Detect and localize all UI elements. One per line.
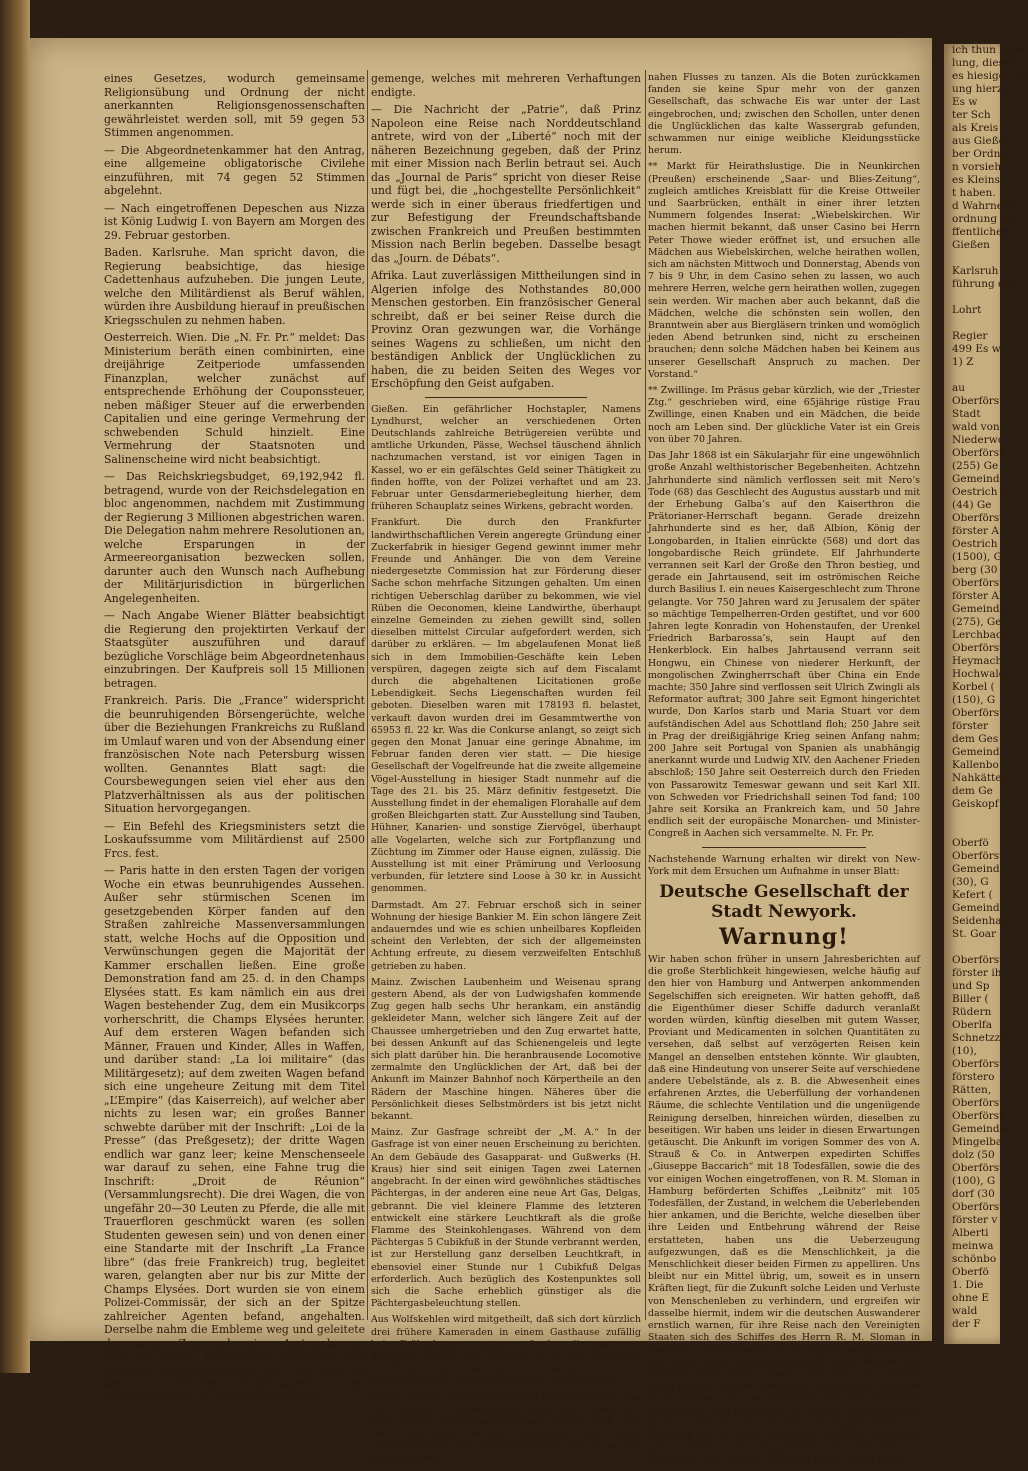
- adjacent-page-line: (1500), G: [952, 551, 1002, 563]
- adjacent-page-line: Stadt: [952, 408, 981, 420]
- adjacent-page-line: lung, dieselb: [952, 57, 1021, 69]
- article-paragraph: Aus Wolfskehlen wird mitgetheilt, daß sich dort kürzlich drei frühere Kameraden in einem Gasthause zufällig beim Frühschoppen zusammen fanden, die zusammen 255 Jahre zählten. Der Aelteste ist 92, der Zweite 81, der Dritte 79 Jahre alt. Sie waren lustig und heiterer Dinge. Möge sie Gott noch lange am Leben erhalten.: [371, 1314, 641, 1387]
- adjacent-page-line: Seidenhau: [952, 915, 1009, 927]
- article-paragraph: — Das Reichskriegsbudget, 69,192,942 fl. betragend, wurde von der Reichsdelegation en bloc angenommen, nachdem mit Zustimmung der Regierung 3 Millionen abgestrichen waren. Die Delegation nahm mehrere Resolutionen an, welche Ersparungen in der Armeereorganisation bezwecken sollen, darunter auch den Wunsch nach Aufhebung der Militärjurisdiction in bürgerlichen Angelegenheiten.: [104, 470, 365, 605]
- column-3: [648, 72, 920, 1471]
- column-rule-1: [367, 70, 368, 1320]
- adjacent-page-line: [944, 317, 1000, 330]
- adjacent-page-line: Es w: [952, 96, 978, 108]
- adjacent-page-line: Lohrt: [952, 304, 982, 316]
- article-paragraph: — Nach eingetroffenen Depeschen aus Nizza ist König Ludwig I. von Bayern am Morgen des 29. Februar gestorben.: [104, 201, 365, 242]
- article-paragraph: Baden. Karlsruhe. Man spricht davon, die Regierung beabsichtige, das hiesige Cadettenhaus aufzuheben. Die jungen Leute, welche den Militärdienst als Beruf wählen, würden ihre Ausbildung hierauf in preußischen Kriegsschulen zu nehmen haben.: [104, 246, 365, 327]
- adjacent-page-line: au: [952, 382, 966, 394]
- adjacent-page-line: Gemeinde: [952, 603, 1006, 615]
- adjacent-page-line: förster Al: [952, 590, 1003, 602]
- column-1: [104, 72, 365, 1408]
- adjacent-page-line: Oestrich (3: [952, 486, 1012, 498]
- article-paragraph: Wiener Blätter erzählen von einem großen Unglück, das sich unlängst in Siebenbürgen zugetragen haben soll. Eine lustige Hochzeitsgesellschaft näherte sich dem Dorfe und hatte, um sich anzumelden, zwei Reiter vorausgeschickt. Bis zu ihrer Rückkehr fing sie an, auf dem Eise eines: [371, 1391, 641, 1464]
- adjacent-page-line: Biller (: [952, 993, 989, 1005]
- column-2: [371, 72, 641, 1469]
- adjacent-page-line: ordnung de: [952, 213, 1014, 225]
- article-paragraph: Frankreich. Paris. Die „France“ widerspricht die beunruhigenden Börsengerüchte, welche über die Beziehungen Frankreichs zu Rußland im Umlauf waren und von der Absendung einer französischen Note nach Petersburg wissen wollten. Genanntes Blatt sagt: die Coursbewegungen seien viel eher aus den Platzverhältnissen als aus der politischen Situation hervorgegangen.: [104, 694, 365, 815]
- article-paragraph: Darmstadt. Am 27. Februar erschoß sich in seiner Wohnung der hiesige Bankier M. Ein schon längere Zeit andauerndes und wie es schien unheilbares Kopfleiden scheint den Verlebten, der sich der allgemeinsten Achtung erfreute, zu diesem verzweifelten Entschluß getrieben zu haben.: [371, 899, 641, 972]
- adjacent-page-line: ffentlichen: [952, 226, 1009, 238]
- adjacent-page-line: dolz (50: [952, 1149, 995, 1161]
- adjacent-page-line: Kallenbo: [952, 759, 999, 771]
- adjacent-page-line: Oberfö: [952, 1266, 989, 1278]
- section-divider: [425, 397, 587, 398]
- adjacent-page-line: Rüdern: [952, 1006, 992, 1018]
- adjacent-page-line: Oberfö: [952, 837, 989, 849]
- adjacent-page-line: Niederwo: [952, 434, 1005, 446]
- adjacent-page-line: (150), G: [952, 694, 996, 706]
- adjacent-page-line: förster ih: [952, 967, 1002, 979]
- adjacent-page-line: [944, 824, 1000, 837]
- adjacent-page-line: (100), G: [952, 1175, 996, 1187]
- article-paragraph: — Die Nachricht der „Patrie“, daß Prinz Napoleon eine Reise nach Norddeutschland antrete, wird von der „Liberté“ noch mit der näheren Bezeichnung gegeben, daß der Prinz mit einer Mission nach Berlin betraut sei. Auch das „Journal de Paris“ spricht von dieser Reise und fügt bei, die „hochgestellte Persönlichkeit“ werde sich in einer überaus friedfertigen und zur Befestigung der Freundschaftsbande zwischen Frankreich und Preußen bestimmten Mission nach Berlin begeben. Dasselbe besagt das „Journ. de Débats“.: [371, 103, 641, 265]
- adjacent-page-line: (10),: [952, 1045, 977, 1057]
- article-paragraph: ** Zwillinge. Im Präsus gebar kürzlich, wie der „Triester Ztg.“ geschrieben wird, eine 65jährige rüstige Frau Zwillinge, einen Knaben und ein Mädchen, die beide noch am Leben sind. Der glückliche Vater ist ein Greis von über 70 Jahren.: [648, 385, 920, 445]
- adjacent-page-line: (30), G: [952, 876, 989, 888]
- adjacent-page-line: Gießen: [952, 239, 990, 251]
- adjacent-page-line: [944, 291, 1000, 304]
- adjacent-page-line: Mingelba: [952, 1136, 1003, 1148]
- article-paragraph: nahen Flusses zu tanzen. Als die Boten zurückkamen fanden sie keine Spur mehr von der ganzen Gesellschaft, das schwache Eis war unter der Last eingebrochen, und; zwischen den Schollen, unter denen die Unglücklichen das kalte Wassergrab gefunden, schwammen nur einige weibliche Kleidungsstücke herum.: [648, 72, 920, 157]
- adjacent-page-line: förster: [952, 720, 989, 732]
- adjacent-page-line: förster v: [952, 1214, 998, 1226]
- adjacent-page-line: Nahkätten: [952, 772, 1009, 784]
- adjacent-page-line: förstero: [952, 1071, 995, 1083]
- warning-heading: Warnung!: [719, 924, 849, 950]
- adjacent-page-line: Oberförst: [952, 512, 1004, 524]
- adjacent-page-line: Alberti: [952, 1227, 989, 1239]
- adjacent-page-line: ohne E: [952, 1292, 990, 1304]
- adjacent-page-line: wald: [952, 1305, 978, 1317]
- article-paragraph: Frankfurt. Die durch den Frankfurter landwirthschaftlichen Verein angeregte Gründung einer Zuckerfabrik in hiesiger Gegend gewinnt immer mehr Freunde und Anhänger. Die von dem Vereine niedergesetzte Commission hat zur Förderung dieser Sache schon mehrfache Sitzungen gehalten. Um einen richtigen Ueberschlag darüber zu bekommen, wie viel Rüben die Oeconomen, kleine Landwirthe, überhaupt einzelne Gemeinden zu ziehen gewillt sind, sollen dieselben mittelst Circular aufgefordert werden, sich darüber zu erklären. — Im abgelaufenen Monat ließ sich in dem Immobilien-Geschäfte kein Leben verspüren, dagegen zeigte sich auf dem Fiscalamt durch die abgehaltenen Licitationen große Lebendigkeit. Sechs Liegenschaften wurden feil geboten. Dieselben waren mit 178193 fl. belastet, verkauft davon wurden drei im Gesammtwerthe von 65953 fl. 22 kr. Was die Conkurse anlangt, so zeigt sich gegen den Monat Januar eine geringe Abnahme, im Februar fanden deren vier statt. — Die hiesige Gesellschaft der Vogelfreunde hat die zweite allgemeine Vögel-Ausstellung in hiesiger Stadt nunmehr auf die Tage des 21. bis 25. März definitiv festgesetzt. Die Ausstellung findet in der ehemaligen Florahalle auf dem großen Bleichgarten statt. Zur Ausstellung sind Tauben, Hühner, Kanarien- und sonstige Ziervögel, überhaupt alle Vogelarten, welche sich zur Fortpflanzung und Züchtung im Zimmer oder Hause eignen, zulässig. Die Ausstellung ist mit einer Prämirung und Verloosung verbunden, für letztere sind Loose à 30 kr. in Aussicht genommen.: [371, 517, 641, 895]
- adjacent-page-line: (275), Ge: [952, 616, 1002, 628]
- adjacent-page-line: t haben.: [952, 187, 996, 199]
- adjacent-page-line: Oberförst: [952, 1058, 1004, 1070]
- adjacent-page-line: berg (30: [952, 564, 998, 576]
- article-paragraph: gemenge, welches mit mehreren Verhaftungen endigte.: [371, 72, 641, 99]
- adjacent-page-line: Hochwald: [952, 668, 1006, 680]
- adjacent-page-line: es Kleinst: [952, 174, 1005, 186]
- article-paragraph: — Ein Befehl des Kriegsministers setzt die Loskaufssumme vom Militärdienst auf 2500 Frcs. fest.: [104, 819, 365, 860]
- adjacent-page-line: Oberförst: [952, 1110, 1004, 1122]
- adjacent-page-line: der F: [952, 1318, 981, 1330]
- adjacent-page-line: Oberförst: [952, 850, 1004, 862]
- adjacent-page-line: und Sp: [952, 980, 990, 992]
- section-divider: [702, 847, 865, 848]
- adjacent-page-line: förster A: [952, 525, 999, 537]
- adjacent-page-line: Lerchbach: [952, 629, 1009, 641]
- adjacent-page-line: Korbel (: [952, 681, 995, 693]
- adjacent-page-line: als Kreis: [952, 122, 999, 134]
- article-paragraph: Afrika. Laut zuverlässigen Mittheilungen sind in Algerien infolge des Nothstandes 80,000 Menschen gestorben. Ein französischer General schreibt, daß er bei seiner Reise durch die Provinz Oran gezwungen war, die Vorhänge seines Wagens zu schließen, um nicht den beständigen Anblick der Unglücklichen zu haben, die zu beiden Seiten des Weges vor Erschöpfung den Geist aufgaben.: [371, 269, 641, 390]
- adjacent-page-line: Oberförst: [952, 642, 1004, 654]
- article-paragraph: Oesterreich. Wien. Die „N. Fr. Pr.“ meldet: Das Ministerium beräth einen combinirten, eine dreijährige Zeitperiode umfassenden Finanzplan, welcher zunächst auf entsprechende Erhöhung der Couponssteuer, neben mäßiger Steuer auf die erwerbenden Capitalien und eine geringe Vermehrung der schwebenden Schuld hinzielt. Eine Vermehrung der Staatsnoten und Salinenscheine wird nicht beabsichtigt.: [104, 331, 365, 466]
- adjacent-page-line: Oberförst: [952, 395, 1004, 407]
- adjacent-page-strip: [944, 44, 1028, 1344]
- adjacent-page-line: (255) Ge: [952, 460, 999, 472]
- adjacent-page-line: Regier: [952, 330, 988, 342]
- article-paragraph: eines Gesetzes, wodurch gemeinsame Religionsübung und Ordnung der nicht anerkannten Religionsgenossenschaften gewährleistet werden soll, mit 59 gegen 53 Stimmen angenommen.: [104, 72, 365, 139]
- warning-text: Wir haben schon früher in unsern Jahresberichten auf die große Sterblichkeit hingewiesen, welche häufig auf den hier von Hamburg und Antwerpen ankommenden Segelschiffen sich ereigneten. Wir hatten gehofft, daß die Eigenthümer dieser Schiffe dadurch veranlaßt worden würden, künftig dieselben mit gutem Wasser, Proviant und Medicamenten in solchen Quantitäten zu versehen, daß selbst auf verzögerten Reisen kein Mangel an denselben entstehen könnte. Wir glaubten, daß eine Hindeutung von unserer Seite auf verschiedene andere Uebelstände, als z. B. die Abwesenheit eines erfahrenen Arztes, die Ueberfüllung der vorhandenen Räume, die schlechte Ventilation und die ungenügende Reinigung derselben, hinreichen würden, dieselben zu beseitigen. Wir haben uns leider in diesen Erwartungen getäuscht. Die Ankunft im vorigen Sommer des von A. Strauß & Co. in Antwerpen expedirten Schiffes „Giuseppe Baccarich“ mit 18 Todesfällen, sowie die des vor einigen Wochen eingetroffenen, von R. M. Sloman in Hamburg beförderten Schiffes „Leibnitz“ mit 105 Todesfällen, der Zustand, in welchem die Ueberlebenden hier ankamen, und die Berichte, welche dieselben über ihre Leiden und Entbehrung während der Reise erstatteten, haben uns die Ueberzeugung aufgezwungen, daß es die Menschlichkeit, ja die Menschlichkeit dieser beiden Firmen zu appelliren. Uns bleibt nur ein Mittel übrig, um, soweit es in unsern Kräften liegt, für die Zukunft solche Leiden und Verluste von Menschenleben zu verhindern, und ergreifen wir dasselbe hiermit, indem wir die deutschen Auswanderer ernstlich warnen, für ihre Reise nach den Vereinigten Staaten sich des Schiffes des Herrn R. M. Sloman in Hamburg anzuvertrauen. Es ist höchst wahrscheinlich, daß diese Leute künftig ihre Schiffe durch Mäkler und Agenten anempfehlen lassen, ohne daß ihre Namen dabei genannt werden. Soviel hier bekannt ist, controlirt R. M. Sloman alle von Hamburg nach hier gehenden Segelschiffe, und empfehlen wir deßhalb Auswanderern, so lange dies der Fall ist, nicht mit Segelschiffen von Hamburg aus zu reisen, und wenn sie über Antwerpen gehen wollen, alle Segelschiffe und Dampfer zu vermeiden, mit welchen A. Strauß & Co. irgend etwas: [648, 954, 920, 1466]
- adjacent-page-line: [944, 252, 1000, 265]
- adjacent-page-line: schönbo: [952, 1253, 997, 1265]
- left-page-edge: [0, 0, 30, 1373]
- column-rule-2: [645, 70, 646, 1320]
- adjacent-page-line: meinwa: [952, 1240, 994, 1252]
- article-paragraph: Mainz. Zur Gasfrage schreibt der „M. A.“ In der Gasfrage ist von einer neuen Erscheinung zu berichten. An dem Gebäude des Gasapparat- und Gußwerks (H. Kraus) hier sind seit einigen Tagen zwei Laternen angebracht. In der einen wird gewöhnliches städtisches Pächtergas, in der anderen eine neue Art Gas, Delgas, gebrannt. Die viel kleinere Flamme des letzteren entwickelt eine stärkere Leuchtkraft als die große Flamme des Steinkohlengases. Während von dem Pächtergas 5 Cubikfuß in der Stunde verbrannt werden, ist zur Herstellung ganz derselben Leuchtkraft, in ebensoviel einer Stunde nur 1 Cubikfuß Delgas erforderlich. Auch bezüglich des Kostenpunktes soll sich die Sache erheblich günstiger als die Pächtergasbeleuchtung stellen.: [371, 1127, 641, 1310]
- adjacent-page-line: n vorsieht: [952, 161, 1006, 173]
- adjacent-page-line: Gemeinde: [952, 473, 1006, 485]
- adjacent-page-line: Oberförst: [952, 954, 1004, 966]
- warning-intro: Nachstehende Warnung erhalten wir direkt von New-York mit dem Ersuchen um Aufnahme in unser Blatt:: [648, 853, 920, 877]
- adjacent-page-line: ung hierzu: [952, 83, 1010, 95]
- adjacent-page-line: Heymach: [952, 655, 1003, 667]
- adjacent-page-line: Oberlfa: [952, 1019, 993, 1031]
- adjacent-page-line: Gemeind: [952, 863, 1000, 875]
- adjacent-page-line: Rätten,: [952, 1084, 992, 1096]
- article-paragraph: ** Markt für Heirathslustige. Die in Neunkirchen (Preußen) erscheinende „Saar- und Blies-Zeitung“, zugleich amtliches Kreisblatt für die Kreise Ottweiler und Saarbrücken, enthält in einer ihrer letzten Nummern folgendes Inserat: „Wiebelskirchen. Wir machen hiermit bekannt, daß unser Casino bei Herrn Peter Thowe wieder eröffnet ist, und ersuchen alle Mädchen aus Wiebelskirchen, welche heirathen wollen, sich am nächsten Mittwoch und Donnerstag, Abends von 7 bis 9 Uhr, in dem Casino sehen zu lassen, wo auch mehrere Herren, welche gern heirathen wollen, zugegen sein werden. Wir machen aber auch bekannt, daß die Mädchen, welche die schönsten sein wollen, den Branntwein aber aus Biergläsern trinken und womöglich jeden Abend betrunken sind, nicht zu erscheinen brauchen; denn solche Mädchen haben bei Keinem aus unserer Gesellschaft Anspruch zu machen. Der Vorstand.“: [648, 161, 920, 380]
- article-paragraph: — Paris hatte in den ersten Tagen der vorigen Woche ein etwas beunruhigendes Aussehen. Außer sehr stürmischen Scenen im gesetzgebenden Körper fanden auf den Straßen zahlreiche Massenversammlungen statt, welche Hochs auf die Opposition und Verwünschungen gegen die Majorität der Kammer erschallen ließen. Eine große Demonstration fand am 25. d. in den Champs Elysées statt. Es kam nämlich ein aus drei Wagen bestehender Zug, dem ein Musikcorps vorherschritt, die Champs Elysées herunter. Auf dem ersteren Wagen befanden sich Männer, Frauen und Kinder, Alles in Waffen, und darüber stand: „La loi militaire“ (das Militärgesetz); auf dem zweiten Wagen befand sich eine ungeheure Zeitung mit dem Titel „L’Empire“ (das Kaiserreich), auf welcher aber nichts zu lesen war; ein großes Banner schwebte darüber mit der Inschrift: „Loi de la Presse“ (das Preßgesetz); der dritte Wagen endlich war ganz leer; keine Menschenseele war darauf zu sehen, eine Fahne trug die Inschrift: „Droit de Réunion“ (Versammlungsrecht). Die drei Wagen, die von ungefähr 20—30 Leuten zu Pferde, die alle mit Trauerfloren geschmückt waren (es sollen Studenten gewesen sein) und von denen einer eine Standarte mit der Inschrift „La France libre“ (das freie Frankreich) trug, begleitet waren, gelangten aber nur bis zur Mitte der Champs Elysées. Dort wurden sie von einem Polizei-Commissär, der sich an der Spitze zahlreicher Agenten befand, angehalten. Derselbe nahm die Embleme weg und geleitete den ganzen Zug nach seiner Amtswohnung. Auch in andern Stadttheilen versuchte man ähnliche Demonstrationen und hier und da kam es zwischen Polizei-Agenten und Blousenmännern zu ernstlichem Hand-: [104, 864, 365, 1404]
- adjacent-page-line: Oestrich (: [952, 538, 1005, 550]
- adjacent-page-line: St. Goar: [952, 928, 997, 940]
- adjacent-page-line: ich thun habe,: [952, 44, 1028, 56]
- adjacent-page-line: aus Gießen: [952, 135, 1012, 147]
- adjacent-page-line: Karlsruh: [952, 265, 999, 277]
- adjacent-page-line: Gemeind: [952, 902, 1000, 914]
- adjacent-page-line: ter Sch: [952, 109, 991, 121]
- adjacent-page-line: Geiskopf: [952, 798, 999, 810]
- adjacent-page-line: ber Ordnu: [952, 148, 1008, 160]
- adjacent-page-line: (44) Ge: [952, 499, 992, 511]
- adjacent-page-line: d Wahrnehm: [952, 200, 1020, 212]
- adjacent-page-line: dem Ge: [952, 785, 993, 797]
- adjacent-page-line: Kefert (: [952, 889, 993, 901]
- adjacent-page-line: Oberförst: [952, 707, 1004, 719]
- newspaper-page: [30, 38, 932, 1466]
- adjacent-page-line: 1) Z: [952, 356, 974, 368]
- adjacent-page-line: 1. Die: [952, 1279, 984, 1291]
- adjacent-page-line: Gemeind: [952, 746, 1000, 758]
- article-paragraph: Mainz. Zwischen Laubenheim und Weisenau sprang gestern Abend, als der von Ludwigshafen kommende Zug gegen halb sechs Uhr herankam, ein anständig gekleideter Mann, welcher sich längere Zeit auf der Chaussee umhergetrieben und den Zug erwartet hatte, bei dessen Ankunft auf das Schienengeleis und legte sich platt darüber hin. Die heranbrausende Locomotive zermalmte den Unglücklichen der Art, daß bei der Ankunft im Mainzer Bahnhof noch Körpertheile an den Rädern der Maschine hingen. Näheres über die Persönlichkeit dieses Selbstmörders ist bis jetzt nicht bekannt.: [371, 976, 641, 1123]
- adjacent-page-line: [944, 811, 1000, 824]
- article-paragraph: Das Jahr 1868 ist ein Säkularjahr für eine ungewöhnlich große Anzahl welthistorischer Begebenheiten. Achtzehn Jahrhunderte sind nämlich verflossen seit mit Nero’s Tode (68) das Geschlecht des Augustus ausstarb und mit der Erhebung Galba’s auf den Kaiserthron die Prätorianer-Herrschaft begann. Gerade dreizehn Jahrhunderte sind es her, daß Albion, König der Longobarden, in Italien einrückte (568) und dort das longobardische Reich gründete. Elf Jahrhunderte verrannen seit Karl der Große den Thron bestieg, und gerade ein Jahrtausend, seit im oströmischen Reiche durch Basilius I. ein neues Kaisergeschlecht zum Throne gelangte. Vor 750 Jahren ward zu Jerusalem der später so mächtige Tempelherren-Orden gestiftet, und vor 600 Jahren legte Konradin von Hohenstaufen, der Urenkel Friedrich Barbarossa’s, sein Haupt auf den Henkerblock. Ein halbes Jahrtausend verrann seit Hongwu, ein Chinese von niederer Herkunft, der mongolischen Zwingherrschaft über China ein Ende machte; 350 Jahre sind verflossen seit Ulrich Zwingli als Reformator auftrat; 300 Jahre seit Egmont hingerichtet wurde, Don Karlos starb und Maria Stuart vor dem aufständischen Adel aus Schottland floh; 250 Jahre seit in Prag der dreißigjährige Krieg seinen Anfang nahm; 200 Jahre seit Portugal von Spanien als unabhängig anerkannt wurde und Ludwig XIV. den Aachener Frieden abschloß; 150 Jahre seit Oesterreich durch den Frieden von Passarowitz Temeswar gewann und seit Karl XII. von Schweden vor Friedrichshall seinen Tod fand; 100 Jahre seit Korsika an Frankreich kam, und 50 Jahre endlich seit der europäische Monarchen- und Minister-Congreß in Aachen sich versammelte. N. Fr. Pr.: [648, 450, 920, 840]
- adjacent-page-line: Gemeinden: [952, 1123, 1013, 1135]
- article-paragraph: — Nach Angabe Wiener Blätter beabsichtigt die Regierung den projektirten Verkauf der Staatsgüter auszuführen und darauf bezügliche Vorschläge beim Abgeordnetenhaus einzubringen. Der Kaufpreis soll 15 Millionen betragen.: [104, 609, 365, 690]
- adjacent-page-line: [944, 369, 1000, 382]
- adjacent-page-line: Oberförst: [952, 577, 1004, 589]
- adjacent-page-line: Oberförst: [952, 447, 1004, 459]
- adjacent-page-line: 499 Es w: [952, 343, 1001, 355]
- society-heading: Deutsche Gesellschaft der Stadt Newyork.: [659, 882, 909, 922]
- adjacent-page-line: [944, 941, 1000, 954]
- adjacent-page-line: Oberförst: [952, 1162, 1004, 1174]
- adjacent-page-line: führung der: [952, 278, 1016, 290]
- adjacent-page-line: dem Ges: [952, 733, 999, 745]
- adjacent-page-line: Oberförst: [952, 1097, 1004, 1109]
- adjacent-page-line: Schnetzzu: [952, 1032, 1007, 1044]
- adjacent-page-line: Oberförst: [952, 1201, 1004, 1213]
- article-paragraph: — Die Abgeordnetenkammer hat den Antrag, eine allgemeine obligatorische Civilehe einzuführen, mit 74 gegen 52 Stimmen abgelehnt.: [104, 143, 365, 197]
- adjacent-page-line: es hiesiger Ge: [952, 70, 1028, 82]
- article-paragraph: Gießen. Ein gefährlicher Hochstapler, Namens Lyndhurst, welcher an verschiedenen Orten Deutschlands zahlreiche Betrügereien verübte und amtliche Urkunden, Pässe, Wechsel täuschend ähnlich nachzumachen verstand, ist vor einigen Tagen in Kassel, wo er ein gefälschtes Geld seiner Thätigkeit zu finden hoffte, von der Polizei verhaftet und am 23. Februar unter Gensdarmeriebegleitung hierher, dem früheren Schauplatz seines Wirkens, gebracht worden.: [371, 403, 641, 513]
- adjacent-page-line: wald von: [952, 421, 1000, 433]
- adjacent-page-line: dorf (30: [952, 1188, 995, 1200]
